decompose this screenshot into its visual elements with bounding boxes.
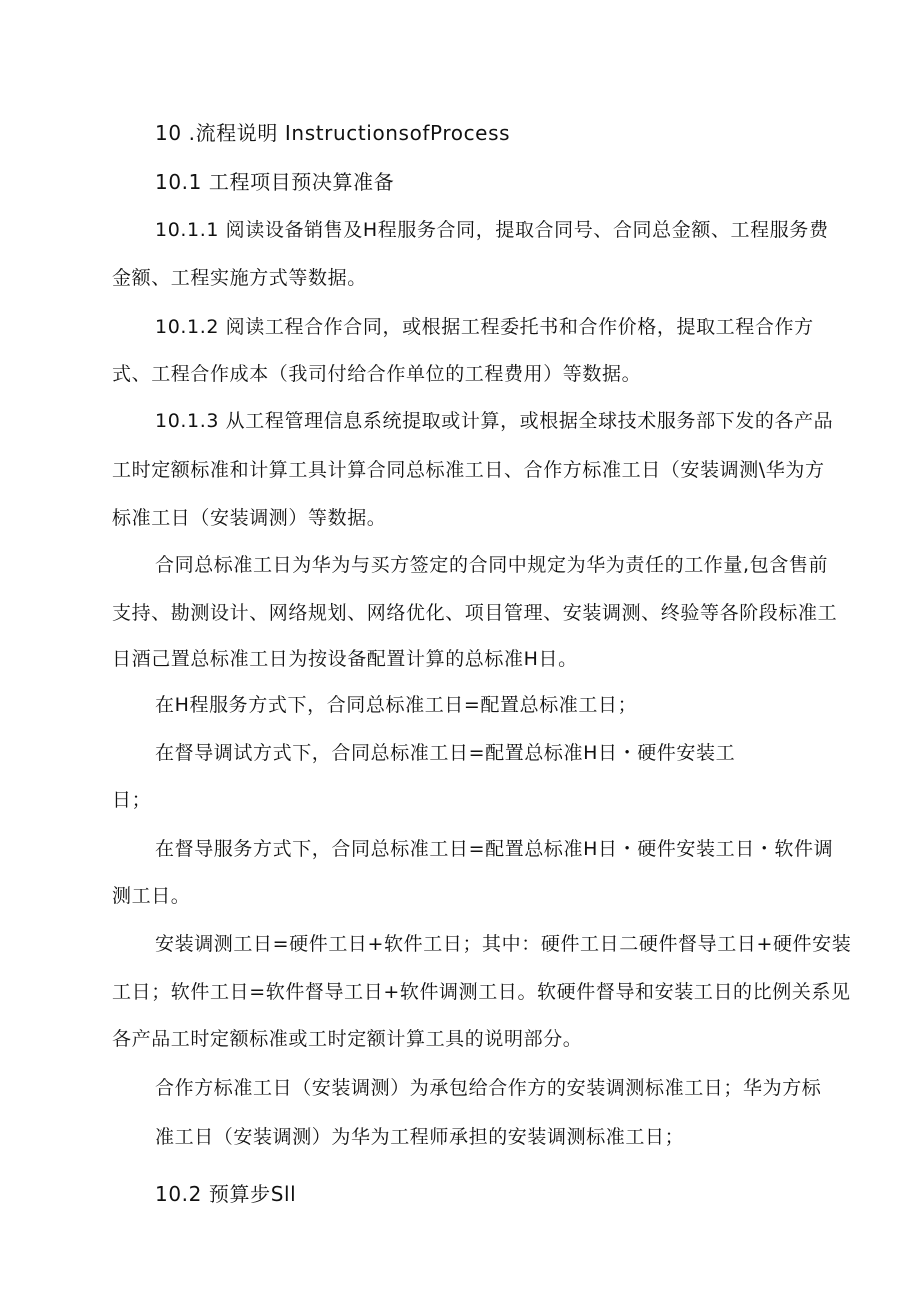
para-mode-supervision-service-line1: 在督导服务方式下，合同总标准工日=配置总标准H日・硬件安装工日・软件调 (155, 838, 834, 860)
para-10-1-3-line2: 工时定额标准和计算工具计算合同总标准工日、合作方标准工日（安装调测\华为方 (112, 459, 825, 481)
para-install-line2: 工日；软件工日=软件督导工日+软件调测工日。软硬件督导和安装工日的比例关系见 (112, 981, 851, 1003)
para-install-line3: 各产品工时定额标准或工时定额计算工具的说明部分。 (112, 1028, 583, 1050)
section-10-2-heading: 10.2 预算步Sll (155, 1182, 297, 1206)
para-10-1-3-line3: 标准工日（安装调测）等数据。 (112, 507, 387, 529)
para-total-line2: 支持、勘测设计、网络规划、网络优化、项目管理、安装调测、终验等各阶段标准工 (112, 602, 838, 624)
para-mode-engineering: 在H程服务方式下，合同总标准工日=配置总标准工日； (155, 694, 638, 716)
para-total-line1: 合同总标准工日为华为与买方签定的合同中规定为华为责任的工作量,包含售前 (155, 554, 829, 576)
section-10-1-heading: 10.1 工程项目预决算准备 (155, 170, 395, 194)
para-partner-line1: 合作方标准工日（安装调测）为承包给合作方的安装调测标准工日；华为方标 (155, 1077, 822, 1099)
para-mode-supervision-service-line2: 测工日。 (112, 885, 191, 907)
para-total-line3: 日酒己置总标准工日为按设备配置计算的总标准H日。 (112, 648, 578, 670)
para-mode-supervision-debug-line1: 在督导调试方式下，合同总标准工日=配置总标准H日・硬件安装工 (155, 742, 736, 764)
para-10-1-2-line2: 式、工程合作成本（我司付给合作单位的工程费用）等数据。 (112, 363, 642, 385)
para-mode-supervision-debug-line2: 日； (112, 789, 152, 811)
para-10-1-1-line1: 10.1.1 阅读设备销售及H程服务合同，提取合同号、合同总金额、工程服务费 (155, 219, 829, 241)
para-partner-line2: 准工日（安装调测）为华为工程师承担的安装调测标准工日； (155, 1126, 685, 1148)
para-install-line1: 安装调测工日=硬件工日+软件工日；其中：硬件工日二硬件督导工日+硬件安装 (155, 933, 852, 955)
para-10-1-2-line1: 10.1.2 阅读工程合作合同，或根据工程委托书和合作价格，提取工程合作方 (155, 316, 814, 338)
para-10-1-1-line2: 金额、工程实施方式等数据。 (112, 267, 367, 289)
para-10-1-3-line1: 10.1.3 从工程管理信息系统提取或计算，或根据全球技术服务部下发的各产品 (155, 410, 834, 432)
section-10-heading: 10 .流程说明 InstructionsofProcess (155, 121, 511, 145)
